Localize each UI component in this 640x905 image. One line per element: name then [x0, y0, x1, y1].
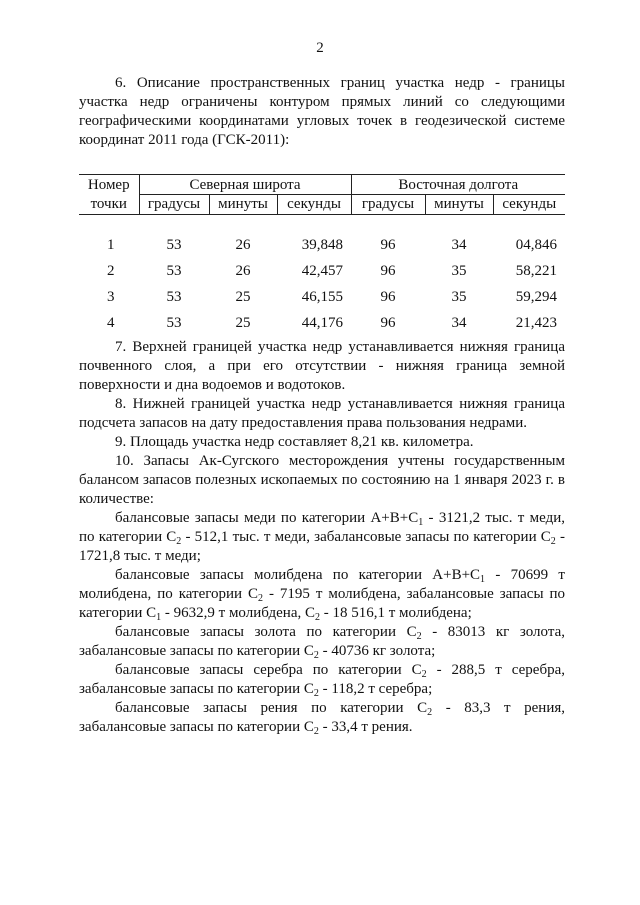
- paragraph-10: 10. Запасы Ак-Сугского месторождения учтены государственным балансом запасов полезных ископаемых по состоянию на 1 января 2023 г. в количестве:: [79, 453, 565, 507]
- paragraph-7: 7. Верхней границей участка недр устанавливается нижняя граница почвенного слоя, а при его отсутствии - нижняя граница земной поверхности и дна водоемов и водотоков.: [79, 339, 565, 393]
- paragraph-copper: балансовые запасы меди по категории $А+В+С_1 - 3121,2$ тыс. т меди, по категории $С_2 - 512,1$ тыс. т меди, забалансовые запасы по категории $С_2 - 1721,8$ тыс. т меди;: [79, 510, 566, 564]
- paragraph-8: 8. Нижней границей участка недр устанавливается нижняя граница подсчета запасов на дату предоставления права пользования недрами.: [79, 396, 565, 431]
- paragraph-9: 9. Площадь участка недр составляет 8,21 кв. километра.: [115, 434, 474, 450]
- page-number: 2: [316, 40, 324, 56]
- table-row: 2 53 26 42,457 96 35 58,221: [107, 263, 557, 279]
- header-lon-minutes: минуты: [425, 195, 493, 215]
- table-header-row-2: [79, 195, 565, 215]
- header-number-line1: Номер: [79, 175, 139, 195]
- header-lon-seconds: секунды: [493, 195, 565, 215]
- paragraph-6: 6. Описание пространственных границ участка недр - границы участка недр ограничены контуром прямых линий со следующими географическими координатами угловых точек в геодезической системе координат 2011 года (ГСК-2011):: [79, 75, 565, 148]
- table-row: 1 53 26 39,848 96 34 04,846: [107, 237, 557, 253]
- header-east-longitude: Восточная долгота: [351, 175, 565, 195]
- table-row: 3 53 25 46,155 96 35 59,294: [107, 289, 557, 305]
- paragraph-silver: балансовые запасы серебра по категории $С_2 - 288,5$ т серебра, забалансовые запасы по категории $С_2 - 118,2$ т серебра;: [79, 662, 566, 699]
- coordinates-table: [79, 174, 565, 336]
- header-number-line2: точки: [79, 195, 139, 215]
- table-header-row-1: [79, 175, 565, 195]
- header-lat-seconds: секунды: [277, 195, 351, 215]
- header-lon-degrees: градусы: [351, 195, 425, 215]
- document-body-bottom: [79, 338, 565, 737]
- paragraph-rhenium: балансовые запасы рения по категории $С_2 - 83,3$ т рения, забалансовые запасы по категории $С_2 - 33,4$ т рения.: [79, 700, 565, 737]
- header-lat-minutes: минуты: [209, 195, 277, 215]
- table-row: 4 53 25 44,176 96 34 21,423: [107, 315, 557, 331]
- paragraph-gold: балансовые запасы золота по категории $С_2 - 83013$ кг золота, забалансовые запасы по категории $С_2 - 40736$ кг золота;: [79, 624, 565, 661]
- header-lat-degrees: градусы: [139, 195, 209, 215]
- paragraph-molybdenum: балансовые запасы молибдена по категории $А+В+С_1 - 70699$ т молибдена, по категории $С_2 - 7195$ т молибдена, забалансовые запасы по категории $С_1 - 9632,9$ т молибдена, $С_2 - 18$ 516,1 т молибдена;: [79, 567, 565, 623]
- document-body-top: [79, 74, 565, 150]
- header-north-latitude: Северная широта: [139, 175, 351, 195]
